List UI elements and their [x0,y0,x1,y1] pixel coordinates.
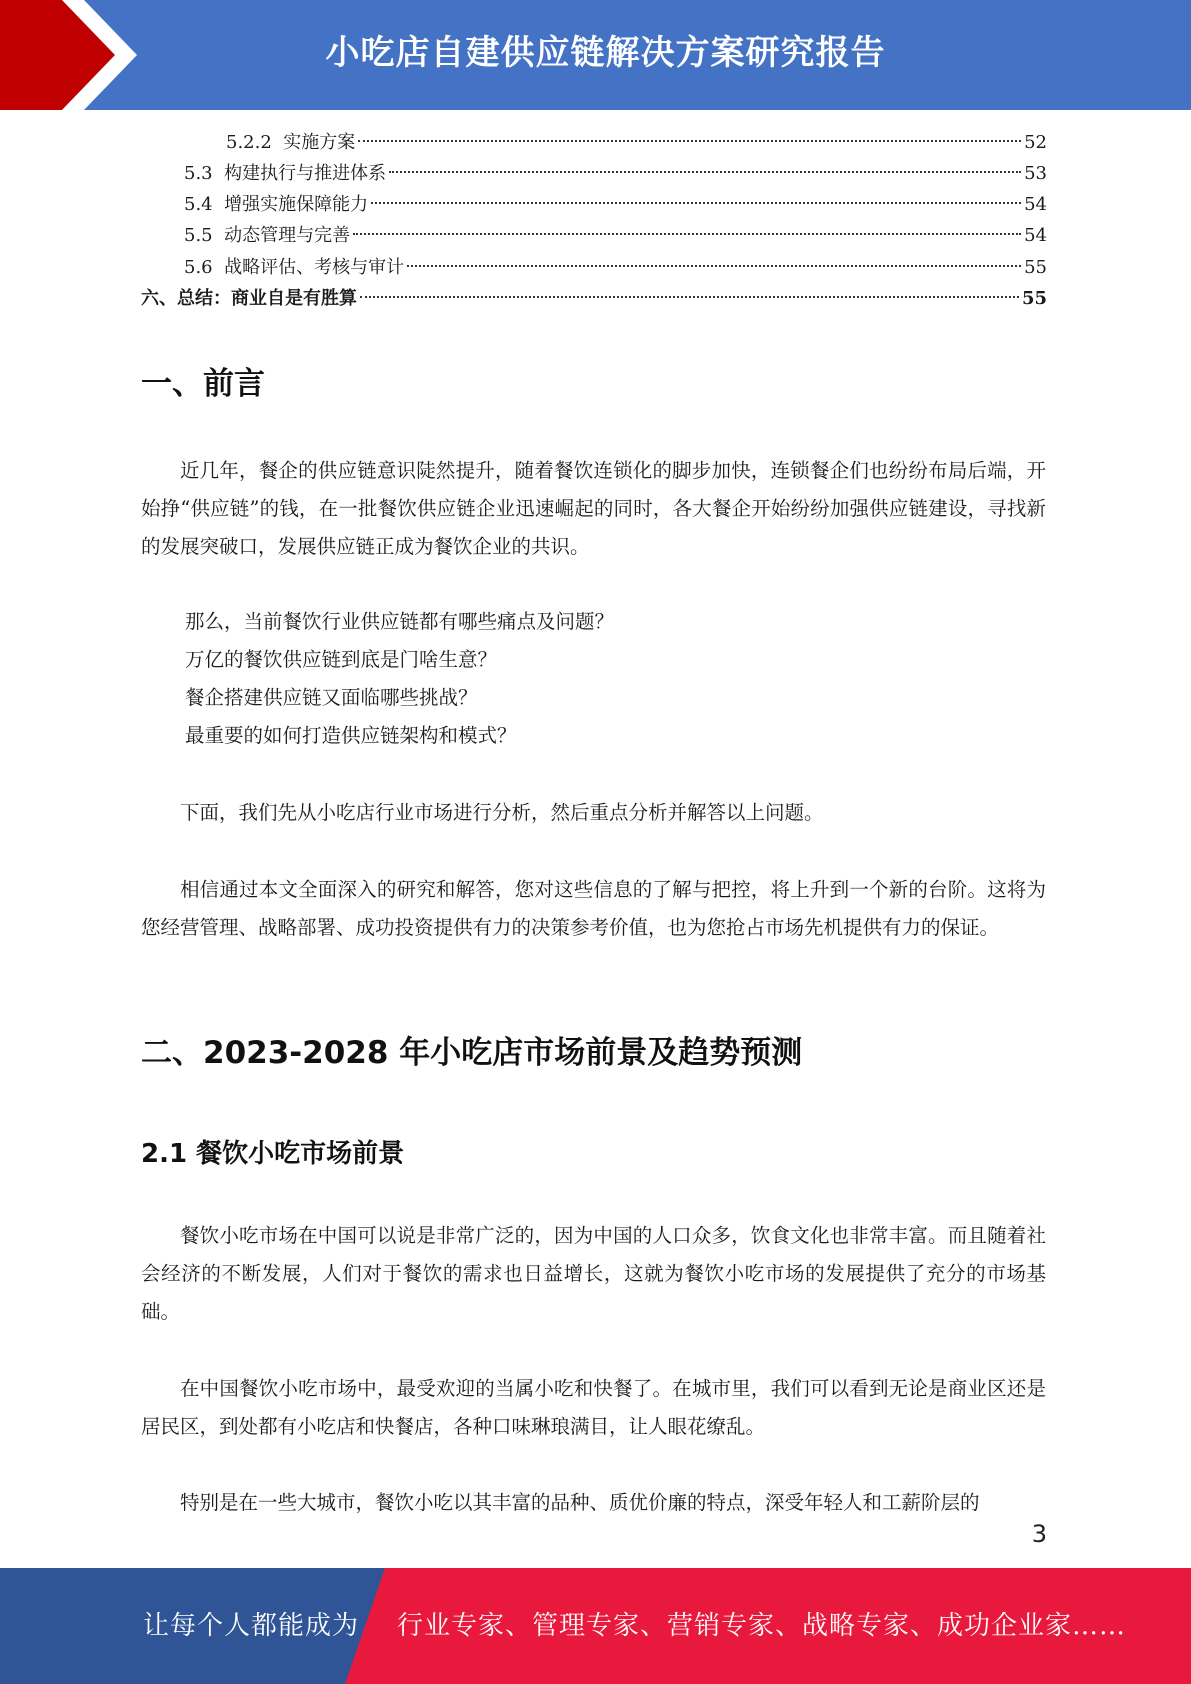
page-header [0,0,1191,110]
paragraph: 特别是在一些大城市，餐饮小吃以其丰富的品种、质优价廉的特点，深受年轻人和工薪阶层的 [180,1491,980,1514]
question-line: 餐企搭建供应链又面临哪些挑战？ [185,686,478,709]
toc-leader-dots [389,171,1021,173]
toc-entry-number: 5.4 [184,194,225,215]
subsection-heading: 2.1 餐饮小吃市场前景 [141,1139,405,1169]
section-heading: 二、2023-2028 年小吃店市场前景及趋势预测 [141,1035,803,1071]
toc-entry-label: 实施方案 [283,132,356,153]
toc-entry[interactable] [184,189,1047,220]
question-line: 那么，当前餐饮行业供应链都有哪些痛点及问题？ [185,610,615,633]
toc-entry-label: 战略评估、考核与审计 [224,257,405,278]
toc-entry-number: 5.5 [184,225,225,246]
toc-leader-dots [353,233,1021,235]
toc-entry-page: 55 [1024,257,1047,278]
toc-entry-page: 54 [1024,225,1047,246]
toc-entry-number: 5.3 [184,163,225,184]
paragraph: 下面，我们先从小吃店行业市场进行分析，然后重点分析并解答以上问题。 [180,801,824,824]
paragraph: 近几年，餐企的供应链意识陡然提升，随着餐饮连锁化的脚步加快，连锁餐企们也纷纷布局后端，开始挣“供应链”的钱，在一批餐饮供应链企业迅速崛起的同时，各大餐企开始纷纷加强供应链建设，寻找新的发展突破口，发展供应链正成为餐饮企业的共识。 [141,459,1046,558]
toc-entry-page: 52 [1024,132,1047,153]
toc-entry-page: 55 [1021,288,1047,309]
toc-entry-number: 5.6 [184,257,225,278]
toc-entry-page: 54 [1024,194,1047,215]
toc-entry-page: 53 [1024,163,1047,184]
toc-leader-dots [358,140,1021,142]
toc-leader-dots [407,265,1021,267]
document-title: 小吃店自建供应链解决方案研究报告 [325,33,886,73]
toc-leader-dots [360,296,1019,298]
paragraph: 餐饮小吃市场在中国可以说是非常广泛的，因为中国的人口众多，饮食文化也非常丰富。而且随着社会经济的不断发展，人们对于餐饮的需求也日益增长，这就为餐饮小吃市场的发展提供了充分的市场基础。 [141,1224,1046,1323]
page-number: 3 [1031,1520,1047,1548]
toc-entry-label: 动态管理与完善 [224,225,351,246]
toc-entry-label: 六、总结：商业自是有胜算 [141,288,357,309]
paragraph: 在中国餐饮小吃市场中，最受欢迎的当属小吃和快餐了。在城市里，我们可以看到无论是商业区还是居民区，到处都有小吃店和快餐店，各种口味琳琅满目，让人眼花缭乱。 [141,1377,1046,1438]
toc-entry[interactable] [184,158,1047,189]
toc-entry[interactable] [184,252,1047,283]
footer-slogan-left: 让每个人都能成为 [143,1611,360,1641]
toc-entry[interactable] [184,220,1047,251]
section-heading: 一、前言 [141,366,265,402]
toc-leader-dots [371,202,1021,204]
paragraph: 相信通过本文全面深入的研究和解答，您对这些信息的了解与把控，将上升到一个新的台阶。这将为您经营管理、战略部署、成功投资提供有力的决策参考价值，也为您抢占市场先机提供有力的保证。 [141,878,1046,939]
toc-entry-label: 增强实施保障能力 [224,194,369,215]
footer-slogan-right: 行业专家、管理专家、营销专家、战略专家、成功企业家…… [397,1611,1127,1641]
question-line: 万亿的餐饮供应链到底是门啥生意？ [185,648,498,671]
toc-entry-number: 5.2.2 [226,132,284,153]
toc-entry[interactable] [226,127,1047,158]
toc-entry-label: 构建执行与推进体系 [224,163,387,184]
page-footer [0,1568,1191,1684]
question-line: 最重要的如何打造供应链架构和模式？ [185,724,517,747]
toc-entry[interactable] [141,283,1047,314]
